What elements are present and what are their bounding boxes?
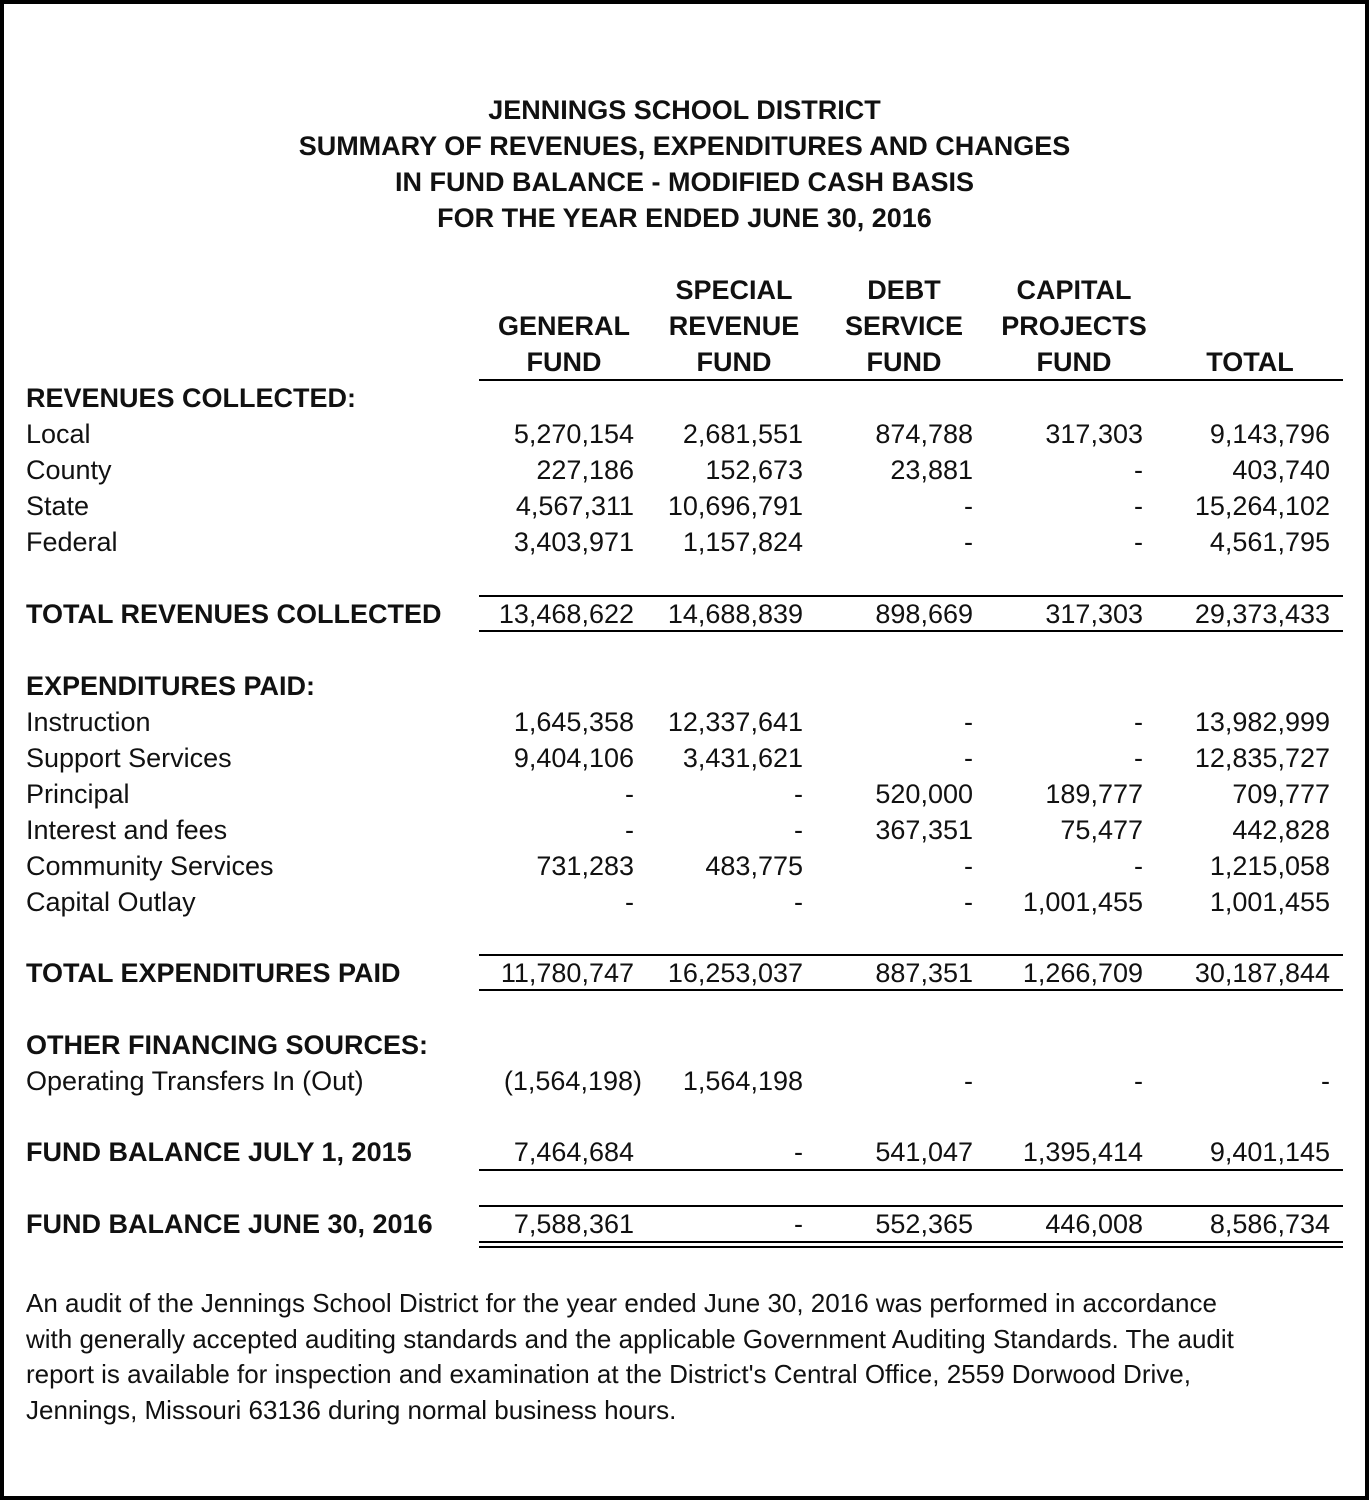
row-label: Principal (26, 779, 130, 809)
cell-debt-service: - (964, 527, 973, 557)
cell-debt-service: 552,365 (875, 1209, 973, 1239)
cell-special-revenue: 12,337,641 (667, 707, 803, 737)
cell-general: 7,588,361 (513, 1209, 634, 1239)
cell-general: 4,567,311 (515, 491, 634, 521)
row-label: TOTAL EXPENDITURES PAID (26, 958, 401, 988)
cell-special-revenue: - (794, 815, 803, 845)
cell-capital-projects: 1,001,455 (1022, 887, 1143, 917)
rule-below-total-expenditures (479, 989, 1343, 991)
row-label: FUND BALANCE JULY 1, 2015 (26, 1137, 412, 1167)
cell-general: 11,780,747 (500, 958, 634, 988)
double-rule-bottom (479, 1246, 1343, 1248)
cell-capital-projects: 317,303 (1045, 419, 1143, 449)
cell-total: 29,373,433 (1194, 599, 1330, 629)
row-label: Instruction (26, 707, 151, 737)
cell-debt-service: - (964, 743, 973, 773)
column-header-special-line: REVENUE (668, 311, 800, 341)
cell-capital-projects: - (1134, 527, 1143, 557)
row-label: Federal (26, 527, 118, 557)
cell-general: 731,283 (536, 851, 634, 881)
cell-special-revenue: 483,775 (705, 851, 803, 881)
section-heading-other-financing: OTHER FINANCING SOURCES: (26, 1030, 429, 1060)
cell-total: 709,777 (1232, 779, 1330, 809)
cell-special-revenue: 1,157,824 (682, 527, 803, 557)
header-rule (479, 379, 1343, 381)
cell-debt-service: 520,000 (875, 779, 973, 809)
cell-capital-projects: 446,008 (1045, 1209, 1143, 1239)
cell-general: 5,270,154 (513, 419, 634, 449)
row-label: Local (26, 419, 91, 449)
cell-special-revenue: - (794, 779, 803, 809)
column-header-capital-line: FUND (1036, 347, 1112, 377)
title-year: FOR THE YEAR ENDED JUNE 30, 2016 (437, 203, 932, 233)
cell-total: 15,264,102 (1194, 491, 1330, 521)
cell-special-revenue: 2,681,551 (682, 419, 803, 449)
cell-debt-service: 887,351 (875, 958, 973, 988)
title-summary: SUMMARY OF REVENUES, EXPENDITURES AND CHANGES (298, 131, 1071, 161)
cell-total: 4,561,795 (1209, 527, 1330, 557)
cell-capital-projects: 1,395,414 (1022, 1137, 1143, 1167)
column-header-general-line: GENERAL (497, 311, 630, 341)
cell-general: - (625, 887, 634, 917)
cell-total: - (1321, 1066, 1330, 1096)
column-header-special-line: FUND (696, 347, 772, 377)
double-rule-top (479, 1241, 1343, 1243)
row-label: Interest and fees (26, 815, 228, 845)
column-header-debt-line: FUND (866, 347, 942, 377)
section-heading-expenditures: EXPENDITURES PAID: (26, 671, 316, 701)
cell-special-revenue: 16,253,037 (667, 958, 803, 988)
cell-total: 30,187,844 (1194, 958, 1330, 988)
cell-capital-projects: 1,266,709 (1022, 958, 1143, 988)
cell-special-revenue: 3,431,621 (682, 743, 803, 773)
rule-below-total-revenues (479, 630, 1343, 632)
row-label: Operating Transfers In (Out) (26, 1066, 364, 1096)
cell-general: - (625, 779, 634, 809)
cell-special-revenue: 14,688,839 (667, 599, 803, 629)
cell-capital-projects: 189,777 (1045, 779, 1143, 809)
row-label: Capital Outlay (26, 887, 196, 917)
cell-general: (1,564,198) (503, 1066, 642, 1096)
cell-capital-projects: - (1134, 743, 1143, 773)
cell-total: 442,828 (1232, 815, 1330, 845)
cell-debt-service: 23,881 (890, 455, 973, 485)
audit-note-line: report is available for inspection and examination at the District's Central Office, 2559 Dorwood Drive, (26, 1359, 1191, 1389)
cell-special-revenue: - (794, 1137, 803, 1167)
cell-total: 9,401,145 (1209, 1137, 1330, 1167)
cell-capital-projects: - (1134, 707, 1143, 737)
audit-note (26, 1286, 1234, 1428)
row-label: TOTAL REVENUES COLLECTED (26, 599, 442, 629)
cell-general: 7,464,684 (513, 1137, 634, 1167)
cell-general: 1,645,358 (513, 707, 634, 737)
cell-debt-service: - (964, 851, 973, 881)
cell-debt-service: 541,047 (875, 1137, 973, 1167)
cell-special-revenue: 10,696,791 (667, 491, 803, 521)
cell-total: 13,982,999 (1194, 707, 1330, 737)
cell-capital-projects: - (1134, 851, 1143, 881)
cell-capital-projects: 75,477 (1060, 815, 1143, 845)
row-label: State (26, 491, 90, 521)
cell-special-revenue: 1,564,198 (682, 1066, 803, 1096)
column-header-capital-line: CAPITAL (1016, 275, 1132, 305)
cell-total: 8,586,734 (1209, 1209, 1330, 1239)
cell-general: 9,404,106 (513, 743, 634, 773)
cell-debt-service: 874,788 (875, 419, 973, 449)
cell-total: 9,143,796 (1209, 419, 1330, 449)
cell-general: 227,186 (536, 455, 634, 485)
cell-debt-service: - (964, 1066, 973, 1096)
section-heading-revenues: REVENUES COLLECTED: (26, 383, 357, 413)
audit-note-line: Jennings, Missouri 63136 during normal business hours. (26, 1394, 677, 1425)
audit-note-line: with generally accepted auditing standards and the applicable Government Auditing Standards. The audit (26, 1323, 1234, 1354)
cell-total: 12,835,727 (1194, 743, 1330, 773)
cell-capital-projects: - (1134, 455, 1143, 485)
rule-below-fund-balance-begin (479, 1169, 1343, 1171)
cell-general: 13,468,622 (498, 599, 634, 629)
cell-total: 1,215,058 (1209, 851, 1330, 881)
column-header-capital-line: PROJECTS (1001, 311, 1147, 341)
cell-total: 403,740 (1232, 455, 1330, 485)
cell-capital-projects: 317,303 (1045, 599, 1143, 629)
column-header-special-line: SPECIAL (675, 275, 793, 305)
cell-general: 3,403,971 (513, 527, 634, 557)
column-header-debt-line: DEBT (867, 275, 941, 305)
cell-capital-projects: - (1134, 1066, 1143, 1096)
cell-debt-service: - (964, 491, 973, 521)
cell-capital-projects: - (1134, 491, 1143, 521)
cell-special-revenue: 152,673 (705, 455, 803, 485)
row-label: Support Services (26, 743, 232, 773)
title-fund-balance: IN FUND BALANCE - MODIFIED CASH BASIS (395, 167, 974, 197)
column-header-general-line: FUND (526, 347, 602, 377)
cell-total: 1,001,455 (1209, 887, 1330, 917)
audit-note-line: An audit of the Jennings School District for the year ended June 30, 2016 was performed in accordance (26, 1288, 1217, 1318)
cell-special-revenue: - (794, 887, 803, 917)
cell-debt-service: 367,351 (875, 815, 973, 845)
cell-debt-service: 898,669 (875, 599, 973, 629)
row-label: FUND BALANCE JUNE 30, 2016 (26, 1209, 433, 1239)
row-label: Community Services (26, 851, 274, 881)
column-header-total: TOTAL (1206, 347, 1294, 377)
cell-debt-service: - (964, 887, 973, 917)
cell-debt-service: - (964, 707, 973, 737)
row-label: County (26, 455, 112, 485)
cell-special-revenue: - (794, 1209, 803, 1239)
title-district: JENNINGS SCHOOL DISTRICT (488, 95, 881, 125)
column-header-debt-line: SERVICE (844, 311, 964, 341)
cell-general: - (625, 815, 634, 845)
